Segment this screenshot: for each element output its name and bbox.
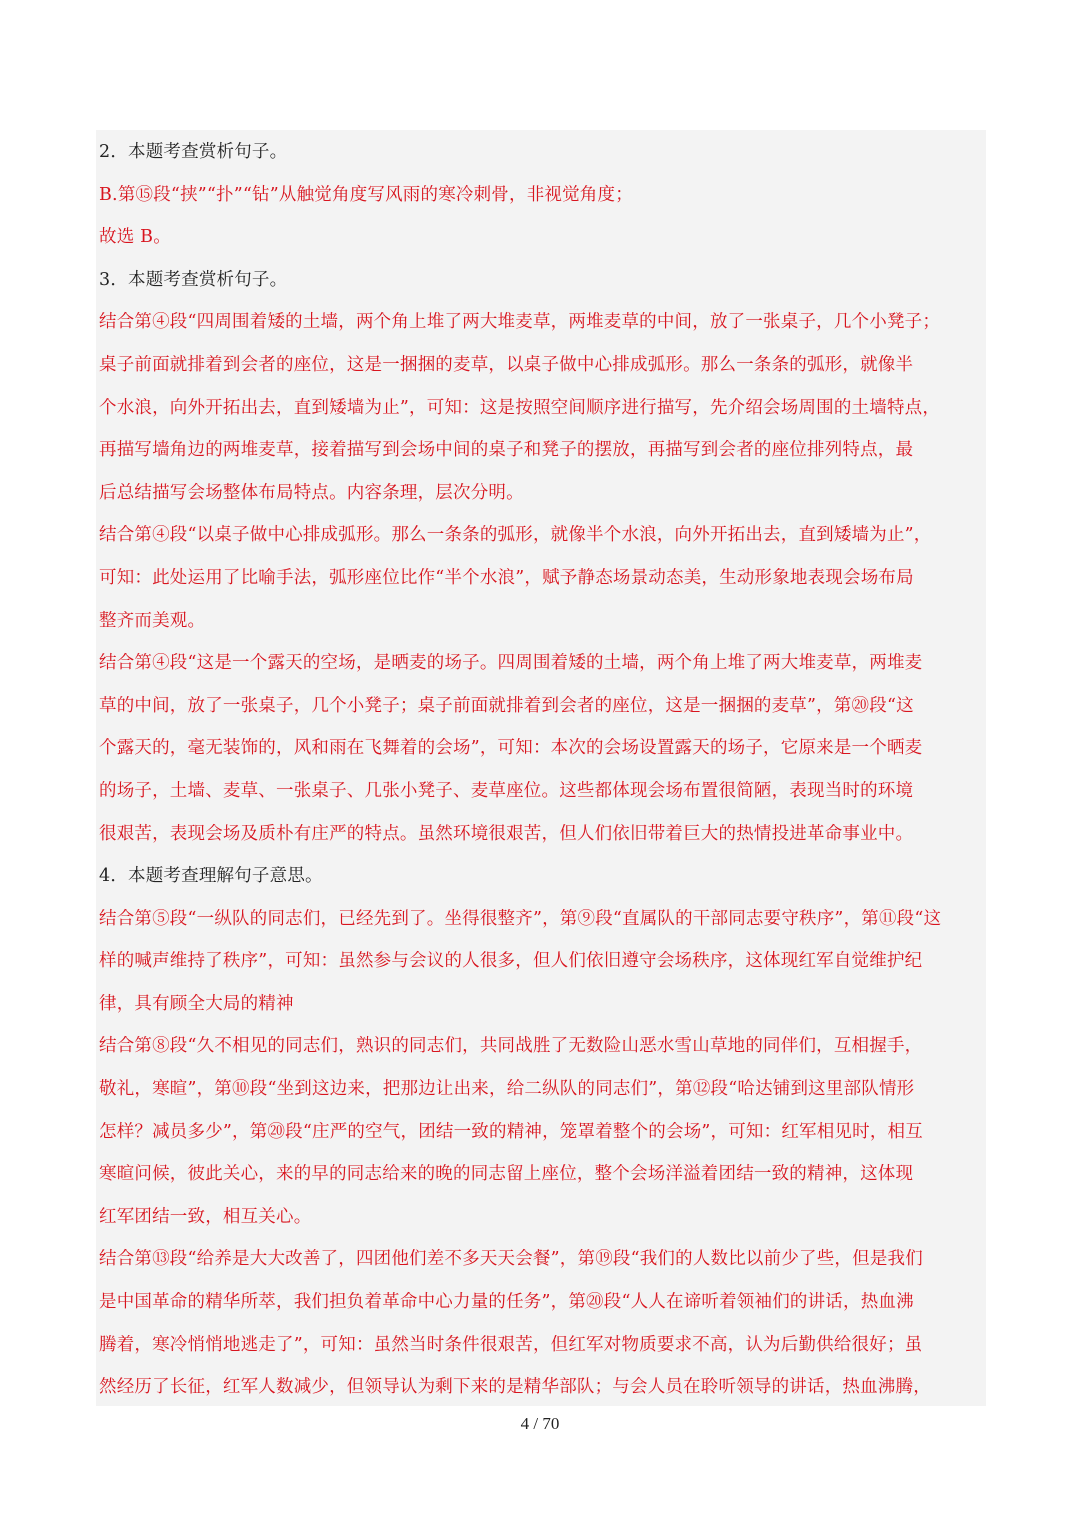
text-line: 个露天的，毫无装饰的，风和雨在飞舞着的会场”，可知：本次的会场设置露天的场子，它原来是一个晒麦 (99, 738, 923, 759)
text-line: 样的喊声维持了秩序”，可知：虽然参与会议的人很多，但人们依旧遵守会场秩序，这体现红军自觉维护纪 (99, 951, 923, 972)
text-line: 结合第⑧段“久不相见的同志们，熟识的同志们，共同战胜了无数险山恶水雪山草地的同伴们，互相握手， (99, 1036, 923, 1057)
text-line: 结合第⑬段“给养是大大改善了，四团他们差不多天天会餐”，第⑲段“我们的人数比以前少了些，但是我们 (99, 1249, 923, 1270)
text-line: 结合第④段“这是一个露天的空场，是晒麦的场子。四周围着矮的土墙，两个角上堆了两大堆麦草，两堆麦 (99, 653, 923, 674)
answer-content-box (96, 130, 986, 1406)
text-line: 3．本题考查赏析句子。 (99, 269, 288, 290)
text-line: 敬礼，寒暄”，第⑩段“坐到这边来，把那边让出来，给二纵队的同志们”，第⑫段“哈达铺到这里部队情形 (99, 1079, 915, 1100)
text-line: B.第⑮段“挟”“扑”“钻”从触觉角度写风雨的寒冷刺骨，非视觉角度； (99, 184, 633, 205)
text-line: 后总结描写会场整体布局特点。内容条理，层次分明。 (99, 482, 524, 503)
text-line: 腾着，寒冷悄悄地逃走了”，可知：虽然当时条件很艰苦，但红军对物质要求不高，认为后勤供给很好；虽 (99, 1334, 923, 1355)
text-line: 桌子前面就排着到会者的座位，这是一捆捆的麦草，以桌子做中心排成弧形。那么一条条的弧形，就像半 (99, 354, 914, 375)
text-line: 结合第⑤段“一纵队的同志们，已经先到了。坐得很整齐”，第⑨段“直属队的干部同志要守秩序”，第⑪段“这 (99, 908, 942, 929)
text-line: 律，具有顾全大局的精神 (99, 993, 294, 1014)
text-line: 的场子，土墙、麦草、一张桌子、几张小凳子、麦草座位。这些都体现会场布置很简陋，表现当时的环境 (99, 780, 914, 801)
text-line: 结合第④段“四周围着矮的土墙，两个角上堆了两大堆麦草，两堆麦草的中间，放了一张桌子，几个小凳子； (99, 312, 941, 333)
text-line: 2．本题考查赏析句子。 (99, 142, 288, 162)
text-line: 可知：此处运用了比喻手法，弧形座位比作“半个水浪”，赋予静态场景动态美，生动形象地表现会场布局 (99, 567, 914, 588)
text-line: 草的中间，放了一张桌子，几个小凳子；桌子前面就排着到会者的座位，这是一捆捆的麦草”，第⑳段“这 (99, 695, 914, 716)
page-number: 4 / 70 (520, 1414, 560, 1433)
text-line: 个水浪，向外开拓出去，直到矮墙为止”，可知：这是按照空间顺序进行描写，先介绍会场周围的土墙特点， (99, 397, 941, 418)
text-line: 很艰苦，表现会场及质朴有庄严的特点。虽然环境很艰苦，但人们依旧带着巨大的热情投进革命事业中。 (99, 823, 914, 844)
text-line: 然经历了长征，红军人数减少，但领导认为剩下来的是精华部队；与会人员在聆听领导的讲话，热血沸腾， (99, 1377, 931, 1398)
text-line: 整齐而美观。 (99, 610, 206, 631)
text-line: 红军团结一致，相互关心。 (99, 1206, 312, 1227)
text-line: 怎样？减员多少”，第⑳段“庄严的空气，团结一致的精神，笼罩着整个的会场”，可知：红军相见时，相互 (99, 1121, 923, 1142)
text-line: 再描写墙角边的两堆麦草，接着描写到会场中间的桌子和凳子的摆放，再描写到会者的座位排列特点，最 (99, 440, 914, 461)
text-line: 故选 B。 (99, 227, 171, 248)
text-line: 结合第④段“以桌子做中心排成弧形。那么一条条的弧形，就像半个水浪，向外开拓出去，直到矮墙为止”， (99, 525, 932, 546)
text-line: 4．本题考查理解句子意思。 (99, 866, 323, 887)
text-line: 寒暄问候，彼此关心，来的早的同志给来的晚的同志留上座位，整个会场洋溢着团结一致的精神，这体现 (99, 1164, 914, 1185)
text-line: 是中国革命的精华所萃，我们担负着革命中心力量的任务”，第⑳段“人人在谛听着领袖们的讲话，热血沸 (99, 1292, 914, 1313)
